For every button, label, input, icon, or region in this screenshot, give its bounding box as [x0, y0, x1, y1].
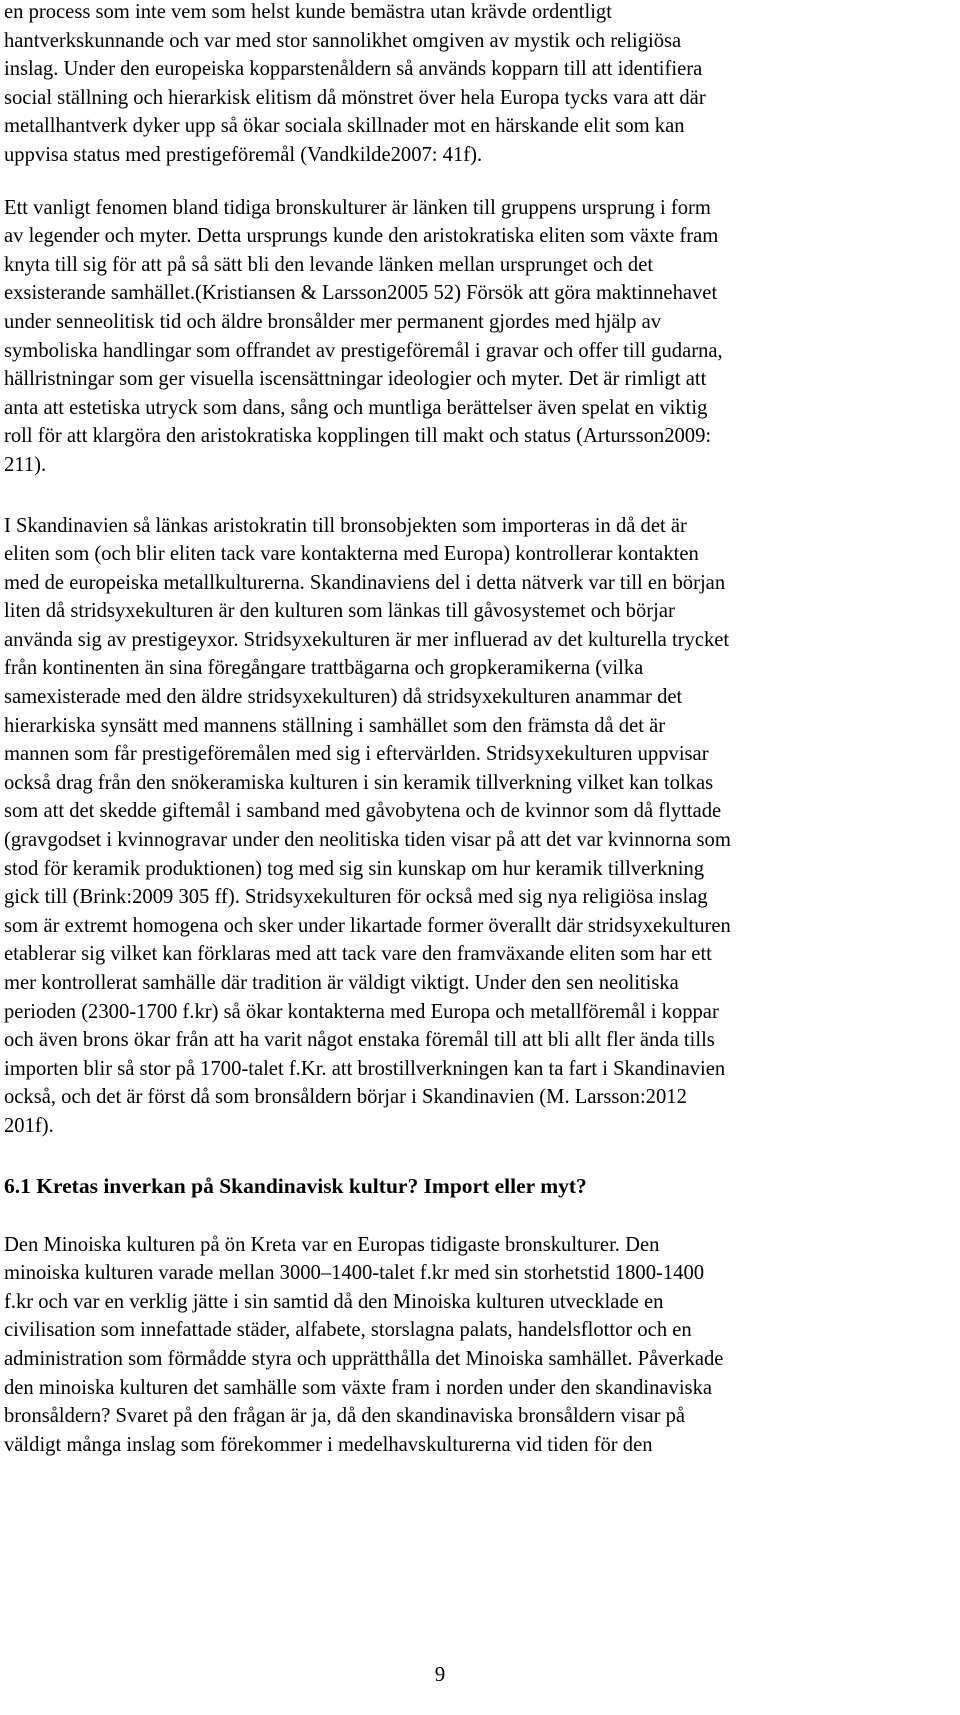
paragraph-kreta — [4, 1231, 954, 1460]
text-line: som är extremt homogena och sker under likartade former överallt där stridsyxekulturen — [4, 914, 731, 937]
page-number: 9 — [434, 1662, 446, 1686]
text-line: eliten som (och blir eliten tack vare kontakterna med Europa) kontrollerar kontakten — [4, 543, 699, 566]
text-line: bronsåldern? Svaret på den frågan är ja, då den skandinaviska bronsåldern visar på — [4, 1405, 686, 1428]
paragraph-fenomen — [4, 194, 954, 480]
text-line: väldigt många inslag som förekommer i medelhavskulturerna vid tiden för den — [4, 1433, 653, 1456]
text-line: social ställning och hierarkisk elitism då mönstret över hela Europa tycks vara att där — [4, 86, 706, 109]
text-line: samexisterade med den äldre stridsyxekulturen) då stridsyxekulturen anammar det — [4, 686, 683, 709]
text-line: en process som inte vem som helst kunde bemästra utan krävde ordentligt — [4, 1, 612, 23]
text-line: under senneolitisk tid och äldre bronsålder mer permanent gjordes med hjälp av — [4, 310, 662, 333]
text-line: uppvisa status med prestigeföremål (Vandkilde2007: 41f). — [4, 143, 483, 166]
text-line: Ett vanligt fenomen bland tidiga bronskulturer är länken till gruppens ursprung i form — [4, 196, 711, 219]
text-line: knyta till sig för att på så sätt bli den levande länken mellan ursprunget och det — [4, 253, 654, 276]
text-line: av legender och myter. Detta ursprungs kunde den aristokratiska eliten som växte fram — [4, 225, 719, 248]
text-line: som att det skedde giftemål i samband med gåvobytena och de kvinnor som då flyttade — [4, 800, 722, 823]
section-heading: 6.1 Kretas inverkan på Skandinavisk kultur? Import eller myt? — [4, 1173, 587, 1198]
text-line: från kontinenten än sina föregångare trattbägarna och gropkeramikerna (vilka — [4, 657, 644, 680]
text-line: liten då stridsyxekulturen är den kulturen som länkas till gåvosystemet och börjar — [4, 600, 675, 623]
text-line: den minoiska kulturen det samhälle som växte fram i norden under den skandinaviska — [4, 1376, 713, 1399]
text-line: civilisation som innefattade städer, alfabete, storslagna palats, handelsflottor och en — [4, 1319, 692, 1342]
text-line: importen blir så stor på 1700-talet f.Kr. att brostillverkningen kan ta fart i Skandinavien — [4, 1057, 726, 1080]
text-line: etablerar sig vilket kan förklaras med att tack vare den framväxande eliten som har ett — [4, 943, 712, 966]
text-line: också drag från den snökeramiska kulturen i sin keramik tillverkning vilket kan tolkas — [4, 771, 714, 794]
text-line: symboliska handlingar som offrandet av prestigeföremål i gravar och offer till gudarna, — [4, 339, 723, 362]
text-line: I Skandinavien så länkas aristokratin till bronsobjekten som importeras in då det är — [4, 514, 687, 537]
text-line: stod för keramik produktionen) tog med sig sin kunskap om hur keramik tillverkning — [4, 857, 705, 880]
text-line: (gravgodset i kvinnogravar under den neolitiska tiden visar på att det var kvinnorna som — [4, 829, 731, 852]
text-line: 201f). — [4, 1114, 54, 1137]
text-line: perioden (2300-1700 f.kr) så ökar kontakterna med Europa och metallföremål i koppar — [4, 1000, 719, 1023]
text-line: f.kr och var en verklig jätte i sin samtid då den Minoiska kulturen utvecklade en — [4, 1290, 664, 1313]
document-page — [4, 0, 954, 1459]
paragraph-intro — [4, 0, 954, 170]
text-line: hällristningar som ger visuella iscensättningar ideologier och myter. Det är rimligt att — [4, 368, 707, 391]
text-line: metallhantverk dyker upp så ökar sociala skillnader mot en härskande elit som kan — [4, 115, 685, 138]
text-line: hierarkiska synsätt med mannens ställning i samhället som den främsta då det är — [4, 714, 666, 737]
text-line: också, och det är först då som bronsåldern börjar i Skandinavien (M. Larsson:2012 — [4, 1086, 687, 1109]
text-line: mer kontrollerat samhälle där tradition är väldigt viktigt. Under den sen neolitiska — [4, 972, 679, 994]
paragraph-skandinavien — [4, 512, 954, 1141]
text-line: mannen som får prestigeföremålen med sig i eftervärlden. Stridsyxekulturen uppvisar — [4, 743, 709, 766]
text-line: roll för att klargöra den aristokratiska kopplingen till makt och status (Artursson2009: — [4, 425, 712, 448]
text-line: gick till (Brink:2009 305 ff). Stridsyxekulturen för också med sig nya religiösa inslag — [4, 886, 708, 909]
text-line: inslag. Under den europeiska kopparstenåldern så används kopparn till att identifiera — [4, 58, 703, 81]
text-line: administration som förmådde styra och upprätthålla det Minoiska samhället. Påverkade — [4, 1347, 724, 1370]
text-line: använda sig av prestigeyxor. Stridsyxekulturen är mer influerad av det kulturella trycket — [4, 628, 730, 651]
text-line: minoiska kulturen varade mellan 3000–1400-talet f.kr med sin storhetstid 1800-1400 — [4, 1262, 705, 1285]
text-line: anta att estetiska utryck som dans, sång och muntliga berättelser även spelat en viktig — [4, 396, 708, 419]
text-line: 211). — [4, 453, 47, 476]
text-line: exsisterande samhället.(Kristiansen & Larsson2005 52) Försök att göra maktinnehavet — [4, 282, 718, 305]
text-line: med de europeiska metallkulturerna. Skandinaviens del i detta nätverk var till en början — [4, 571, 726, 594]
text-line: hantverkskunnande och var med stor sannolikhet omgiven av mystik och religiösa — [4, 29, 682, 52]
text-line: Den Minoiska kulturen på ön Kreta var en Europas tidigaste bronskulturer. Den — [4, 1233, 660, 1256]
text-line: och även brons ökar från att ha varit något enstaka föremål till att bli allt fler ända tills — [4, 1029, 715, 1052]
